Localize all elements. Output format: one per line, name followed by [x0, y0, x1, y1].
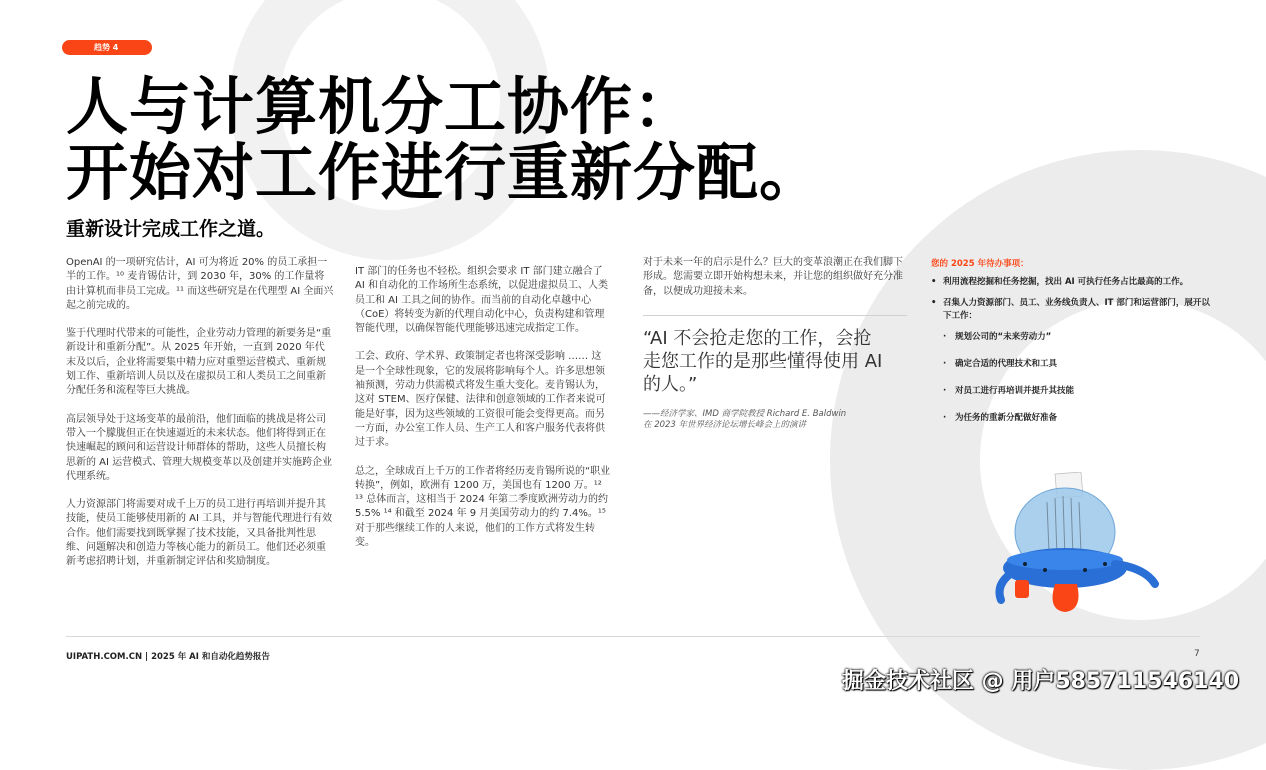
paragraph: 人力资源部门将需要对成千上万的员工进行再培训并提升其技能，使员工能够使用新的 AI 工具，并与智能代理进行有效合作。他们需要找到既掌握了技术技能，又具备批判性思维、问题解决和创造力等核心能力的新员工。他们还必须重新考虑招聘计划，并重新制定评估和奖励制度。 — [66, 499, 333, 568]
list-item — [943, 358, 1211, 371]
list-item — [943, 412, 1211, 425]
title-line-1: 人与计算机分工协作： — [66, 70, 697, 143]
column-2 — [355, 265, 611, 564]
divider — [643, 315, 907, 316]
list-item — [943, 385, 1211, 398]
list-item — [943, 331, 1211, 344]
list-item — [931, 276, 1211, 289]
todo-title: 您的 2025 年待办事项： — [931, 259, 1029, 269]
bullet-icon: • — [931, 277, 937, 287]
page-number: 7 — [1194, 649, 1200, 659]
list-item-text: 利用流程挖掘和任务挖掘，找出 AI 可执行任务占比最高的工作。 — [943, 277, 1189, 287]
robot-mascot-illustration — [985, 472, 1170, 617]
paragraph: 鉴于代理时代带来的可能性，企业劳动力管理的新要务是“重新设计和重新分配”。从 2025 年开始，一直到 2020 年代末及以后，企业将需要集中精力应对重塑运营模式、重新规划工作、重新培训人员以及在虚拟员工和人类员工之间重新分配任务和流程等巨大挑战。 — [66, 328, 332, 397]
attribution-line-1: ——经济学家、IMD 商学院教授 Richard E. Baldwin — [643, 409, 847, 419]
paragraph: IT 部门的任务也不轻松。组织会要求 IT 部门建立融合了 AI 和自动化的工作场所生态系统，以促进虚拟员工、人类员工和 AI 工具之间的协作。而当前的自动化卓越中心（CoE）将转变为新的代理自动化中心，负责构建和管理智能代理，以确保智能代理能够迅速完成指定工作。 — [355, 266, 608, 335]
paragraph: 对于未来一年的启示是什么？巨大的变革浪潮正在我们脚下形成。您需要立即开始构想未来，并让您的组织做好充分准备，以便成功迎接未来。 — [643, 257, 903, 297]
list-item-text: 规划公司的“未来劳动力” — [955, 332, 1052, 342]
footer-divider — [66, 636, 1200, 637]
list-item-text: 确定合适的代理技术和工具 — [955, 359, 1058, 369]
column-3 — [643, 256, 909, 313]
page-title — [66, 70, 823, 209]
quote-attribution — [643, 409, 883, 431]
todo-sublist — [931, 331, 1211, 425]
list-item-text: 召集人力资源部门、员工、业务线负责人、IT 部门和运营部门，展开以下工作： — [943, 298, 1210, 321]
bullet-icon: • — [931, 298, 937, 308]
bullet-icon: · — [943, 359, 947, 369]
watermark: 掘金技术社区 @ 用户585711546140 — [842, 669, 1240, 694]
pull-quote: “AI 不会抢走您的工作，会抢走您工作的是那些懂得使用 AI 的人。” — [643, 328, 883, 395]
list-item-text: 为任务的重新分配做好准备 — [955, 413, 1058, 423]
footer-text: UIPATH.COM.CN | 2025 年 AI 和自动化趋势报告 — [66, 652, 270, 662]
title-line-2: 开始对工作进行重新分配。 — [66, 136, 823, 209]
paragraph: 高层领导处于这场变革的最前沿，他们面临的挑战是将公司带入一个朦胧但正在快速逼近的未来状态。他们将得到正在快速崛起的顾问和运营设计师群体的帮助，这些人员擅长构思新的 AI 运营模式、管理大规模变革以及创建并实施跨企业代理系统。 — [66, 413, 333, 482]
column-1 — [66, 256, 334, 584]
bullet-icon: · — [943, 332, 947, 342]
list-item — [931, 297, 1211, 323]
paragraph: 总之，全球成百上千万的工作者将经历麦肯锡所说的“职业转换”，例如，欧洲有 1200 万，美国也有 1200 万。¹² ¹³ 总体而言，这相当于 2024 年第二季度欧洲劳动力的约 5.5% ¹⁴ 和截至 2024 年 9 月美国劳动力的约 7.4%。¹⁵ 对于那些继续工作的人来说，他们的工作方式将发生转变。 — [355, 465, 611, 549]
paragraph: 工会、政府、学术界、政策制定者也将深受影响 …… 这是一个全球性现象，它的发展将影响每个人。许多思想领袖预测，劳动力供需模式将发生重大变化。麦肯锡认为，这对 STEM、医疗保健、法律和创意领域的工作者来说可能是好事，因为这些领域的工资很可能会变得更高。而另一方面，办公室工作人员、生产工人和客户服务代表将供过于求。 — [355, 351, 606, 449]
paragraph: OpenAI 的一项研究估计，AI 可为将近 20% 的员工承担一半的工作。¹⁰ 麦肯锡估计，到 2030 年，30% 的工作量将由计算机而非员工完成。¹¹ 而这些研究是在代理型 AI 全面兴起之前完成的。 — [66, 257, 334, 311]
list-item-text: 对员工进行再培训并提升其技能 — [955, 386, 1075, 396]
attribution-line-2: 在 2023 年世界经济论坛增长峰会上的演讲 — [643, 420, 807, 430]
todo-list — [931, 276, 1211, 439]
bullet-icon: · — [943, 413, 947, 423]
page-subtitle: 重新设计完成工作之道。 — [66, 218, 276, 240]
trend-tag: 趋势 4 — [62, 40, 152, 55]
bullet-icon: · — [943, 386, 947, 396]
